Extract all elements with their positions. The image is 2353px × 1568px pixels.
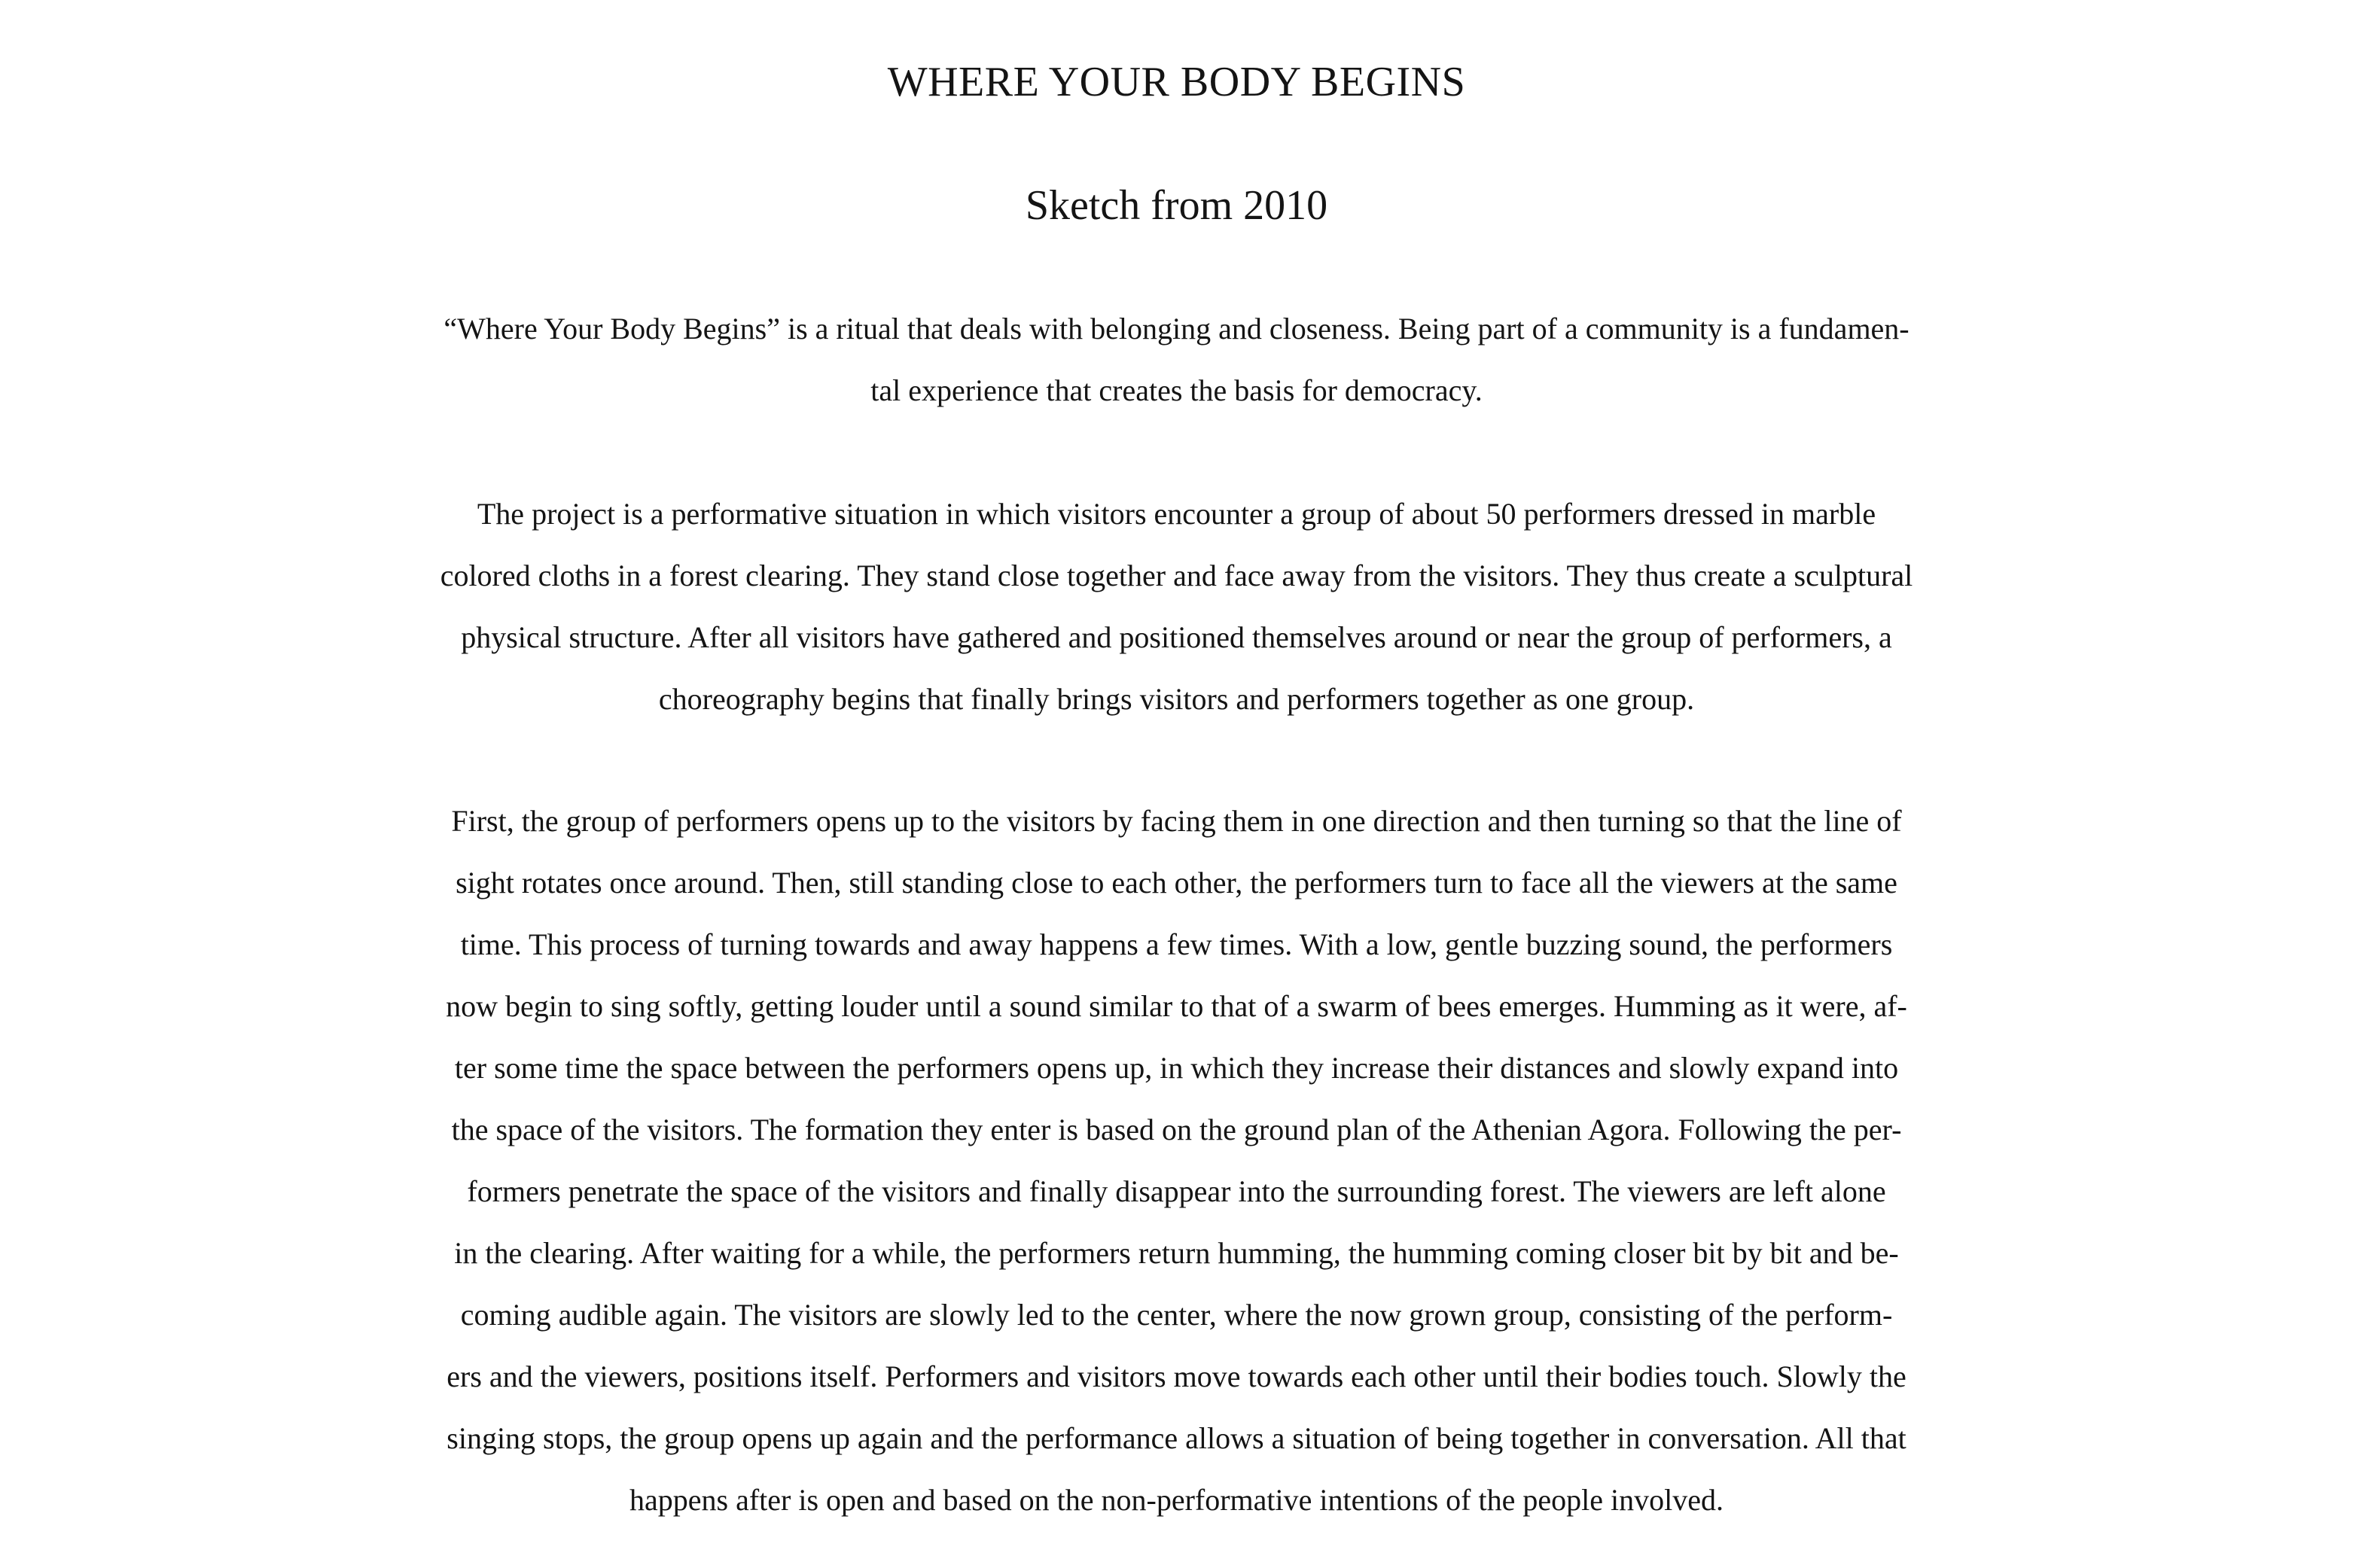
paragraph-line: happens after is open and based on the non-performative intentions of the people involved. [629,1483,1724,1517]
choreography-paragraph [0,790,2353,1531]
paragraph-line: the space of the visitors. The formation they enter is based on the ground plan of the Athenian Agora. Following the per- [451,1113,1902,1146]
intro-paragraph [0,298,2353,422]
paragraph-line: coming audible again. The visitors are slowly led to the center, where the now grown group, consisting of the perform- [460,1298,1893,1332]
paragraph-line: sight rotates once around. Then, still standing close to each other, the performers turn to face all the viewers at the same [456,866,1897,900]
paragraph-line: choreography begins that finally brings visitors and performers together as one group. [658,682,1695,716]
project-paragraph [0,483,2353,730]
paragraph-line: formers penetrate the space of the visitors and finally disappear into the surrounding forest. The viewers are left alone [467,1174,1886,1208]
paragraph-line: time. This process of turning towards and away happens a few times. With a low, gentle buzzing sound, the performers [460,927,1893,961]
paragraph-line: tal experience that creates the basis for democracy. [870,373,1483,407]
paragraph-line: colored cloths in a forest clearing. They stand close together and face away from the visitors. They thus create a sculptural [440,559,1913,592]
paragraph-line: ter some time the space between the performers opens up, in which they increase their distances and slowly expand into [454,1051,1899,1085]
paragraph-line: First, the group of performers opens up to the visitors by facing them in one direction and then turning so that the line of [451,804,1902,838]
paragraph-line: singing stops, the group opens up again and the performance allows a situation of being together in conversation. All that [447,1421,1906,1455]
paragraph-line: physical structure. After all visitors have gathered and positioned themselves around or near the group of performers, a [461,620,1892,654]
paragraph-line: “Where Your Body Begins” is a ritual that deals with belonging and closeness. Being part of a community is a fundamen- [443,312,1910,346]
paragraph-line: ers and the viewers, positions itself. Performers and visitors move towards each other until their bodies touch. Slowly the [447,1359,1906,1393]
document-subtitle: Sketch from 2010 [1025,182,1328,229]
paragraph-line: The project is a performative situation in which visitors encounter a group of about 50 performers dressed in marble [477,497,1876,531]
document-title: WHERE YOUR BODY BEGINS [887,59,1466,105]
paragraph-line: in the clearing. After waiting for a while, the performers return humming, the humming coming closer bit by bit and be- [454,1236,1899,1270]
paragraph-line: now begin to sing softly, getting louder until a sound similar to that of a swarm of bees emerges. Humming as it were, af- [446,989,1907,1023]
